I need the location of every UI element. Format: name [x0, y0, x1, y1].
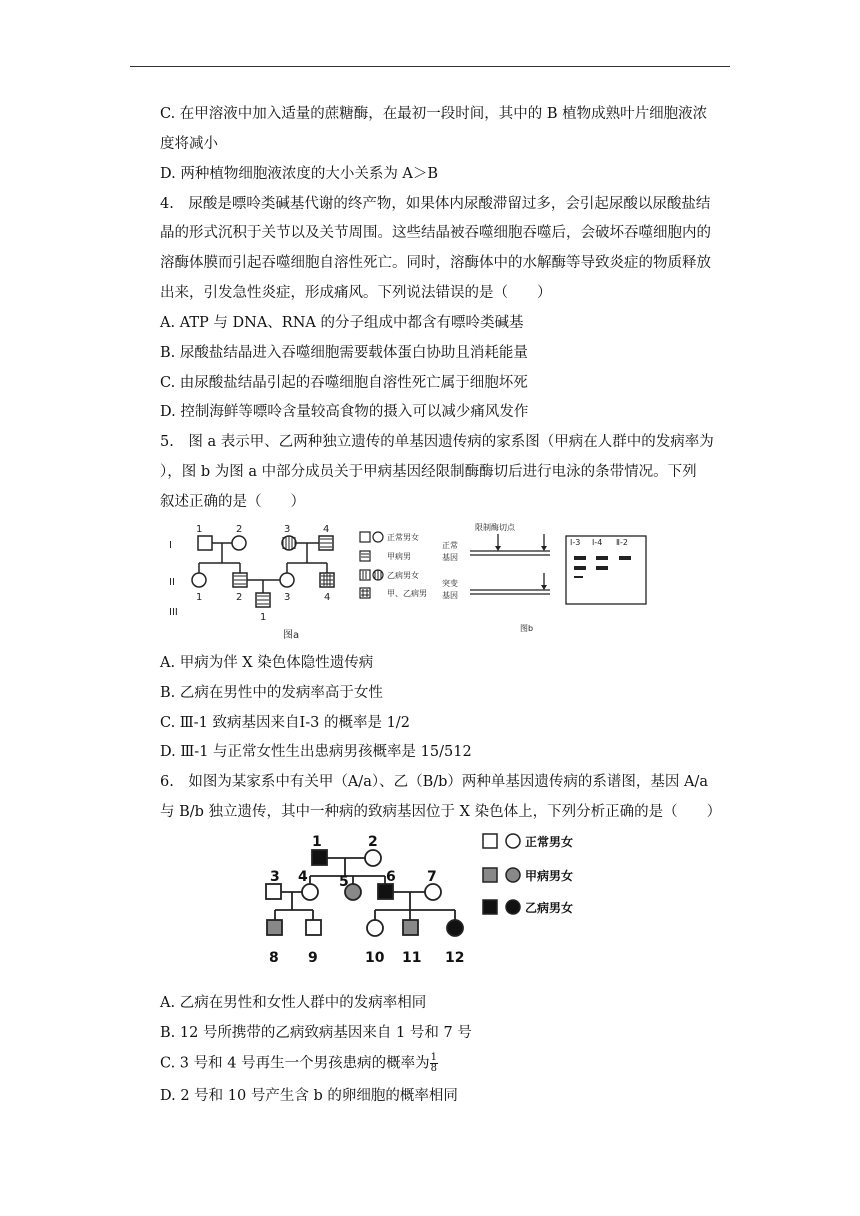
- label-I1: 1: [196, 524, 203, 535]
- figure-a-pedigree: [165, 518, 435, 646]
- individual-10: [367, 920, 383, 936]
- option-4b: B. 尿酸盐结晶进入吞噬细胞需要载体蛋白协助且消耗能量: [160, 345, 528, 361]
- label-II2: 2: [236, 592, 243, 603]
- band-I4-2: [596, 566, 608, 570]
- label-II4: 4: [324, 592, 331, 603]
- option-5d: D. Ⅲ-1 与正常女性生出患病男孩概率是 15/512: [160, 744, 472, 760]
- option-4c: C. 由尿酸盐结晶引起的吞噬细胞自溶性死亡属于细胞坏死: [160, 375, 528, 391]
- band-I3-3: [574, 576, 583, 578]
- individual-7: [425, 884, 441, 900]
- option-6d: D. 2 号和 10 号产生含 b 的卵细胞的概率相同: [160, 1088, 458, 1104]
- label-I3: 3: [284, 524, 291, 535]
- number-9: 9: [308, 950, 318, 966]
- legend-a-both: 甲、乙病男: [387, 589, 427, 598]
- label-II1: 1: [196, 592, 203, 603]
- individual-I2: [232, 536, 246, 550]
- option-3d: D. 两种植物细胞液浓度的大小关系为 A＞B: [160, 166, 439, 182]
- fraction-denominator: 8: [430, 1063, 437, 1074]
- legend-6-jia: 甲病男女: [525, 869, 574, 883]
- number-1: 1: [312, 834, 322, 850]
- question-5-line3: 叙述正确的是（ ）: [160, 494, 305, 510]
- individual-6: [378, 884, 393, 899]
- option-6a: A. 乙病在男性和女性人群中的发病率相同: [160, 995, 427, 1011]
- label-I4: 4: [323, 524, 330, 535]
- option-3c-line1: C. 在甲溶液中加入适量的蔗糖酶，在最初一段时间，其中的 B 植物成熟叶片细胞液浓: [160, 106, 708, 122]
- question-6-line1: 6. 如图为某家系中有关甲（A/a）、乙（B/b）两种单基因遗传病的系谱图，基因 A/a: [160, 774, 709, 790]
- figure-a-caption: 图a: [283, 630, 300, 641]
- number-10: 10: [365, 950, 385, 966]
- individual-2: [365, 850, 381, 866]
- individual-8: [267, 920, 282, 935]
- question-4-line4: 出来，引发急性炎症，形成痛风。下列说法错误的是（ ）: [160, 285, 552, 301]
- gen-label-I: I: [169, 540, 172, 551]
- band-I3-2: [574, 566, 586, 570]
- question-4-line1: 4. 尿酸是嘌呤类碱基代谢的终产物，如果体内尿酸滞留过多，会引起尿酸以尿酸盐结: [160, 196, 711, 212]
- figure-b-title: 限制酶切点: [475, 523, 515, 532]
- lane-label-II2: Ⅱ-2: [616, 538, 628, 547]
- band-I4-1: [596, 556, 608, 560]
- figure-b-caption: 图b: [520, 624, 534, 633]
- fraction-one-eighth: [430, 1053, 438, 1074]
- lane-label-I4: Ⅰ-4: [592, 538, 603, 547]
- individual-4: [302, 884, 318, 900]
- individual-I1: [198, 536, 212, 550]
- individual-1: [312, 850, 327, 865]
- gen-label-II: II: [169, 577, 175, 588]
- lane-label-I3: Ⅰ-3: [570, 538, 581, 547]
- option-6b: B. 12 号所携带的乙病致病基因来自 1 号和 7 号: [160, 1025, 472, 1041]
- option-4a: A. ATP 与 DNA、RNA 的分子组成中都含有嘌呤类碱基: [160, 315, 524, 331]
- fraction-numerator: 1: [430, 1052, 437, 1063]
- label-III1: 1: [260, 612, 267, 623]
- individual-11: [403, 920, 418, 935]
- individual-12: [447, 920, 463, 936]
- number-6: 6: [386, 869, 396, 885]
- number-2: 2: [368, 834, 378, 850]
- label-normal-gene-2: 基因: [442, 553, 458, 562]
- option-3c-line2: 度将减小: [160, 136, 218, 152]
- number-7: 7: [427, 869, 437, 885]
- question-4-line2: 晶的形式沉积于关节以及关节周围。这些结晶被吞噬细胞吞噬后，会破坏吞噬细胞内的: [160, 225, 711, 241]
- question-4-line3: 溶酶体膜而引起吞噬细胞自溶性死亡。同时，溶酶体中的水解酶等导致炎症的物质释放: [160, 255, 711, 271]
- legend-a-jia-male: 甲病男: [387, 552, 411, 561]
- individual-9: [306, 920, 321, 935]
- label-mutant-gene: 突变: [442, 579, 458, 588]
- number-8: 8: [269, 950, 279, 966]
- label-II3: 3: [284, 592, 291, 603]
- figure-q6-pedigree: [255, 826, 605, 974]
- legend-a-normal: 正常男女: [387, 533, 419, 542]
- question-5-line1: 5. 图 a 表示甲、乙两种独立遗传的单基因遗传病的家系图（甲病在人群中的发病率为: [160, 434, 714, 450]
- number-3: 3: [270, 869, 280, 885]
- question-5-line2: ），图 b 为图 a 中部分成员关于甲病基因经限制酶酶切后进行电泳的条带情况。下列: [160, 464, 697, 480]
- header-rule: [130, 66, 730, 67]
- label-mutant-gene-2: 基因: [442, 591, 458, 600]
- option-4d: D. 控制海鲜等嘌呤含量较高食物的摄入可以减少痛风发作: [160, 404, 529, 420]
- option-6c-text: C. 3 号和 4 号再生一个男孩患病的概率为: [160, 1055, 430, 1072]
- option-5b: B. 乙病在男性中的发病率高于女性: [160, 685, 383, 701]
- label-I2: 2: [236, 524, 243, 535]
- option-5a: A. 甲病为伴 X 染色体隐性遗传病: [160, 655, 374, 671]
- legend-6-normal: 正常男女: [525, 835, 574, 849]
- gen-label-III: III: [169, 607, 178, 618]
- number-11: 11: [402, 950, 422, 966]
- option-6c: [160, 1053, 740, 1074]
- number-5: 5: [339, 874, 349, 890]
- label-normal-gene: 正常: [442, 541, 458, 550]
- individual-3: [266, 884, 281, 899]
- band-I3-1: [574, 556, 586, 560]
- number-4: 4: [298, 869, 308, 885]
- individual-II1: [192, 573, 206, 587]
- individual-II3: [280, 573, 294, 587]
- legend-a-yi: 乙病男女: [387, 571, 419, 580]
- number-12: 12: [445, 950, 465, 966]
- legend-6-yi: 乙病男女: [525, 901, 574, 915]
- question-6-line2: 与 B/b 独立遗传，其中一种病的致病基因位于 X 染色体上，下列分析正确的是（ ）: [160, 804, 722, 820]
- band-II2-1: [619, 556, 631, 560]
- option-5c: C. Ⅲ-1 致病基因来自Ⅰ-3 的概率是 1/2: [160, 715, 410, 731]
- figure-b-electrophoresis: [440, 518, 690, 646]
